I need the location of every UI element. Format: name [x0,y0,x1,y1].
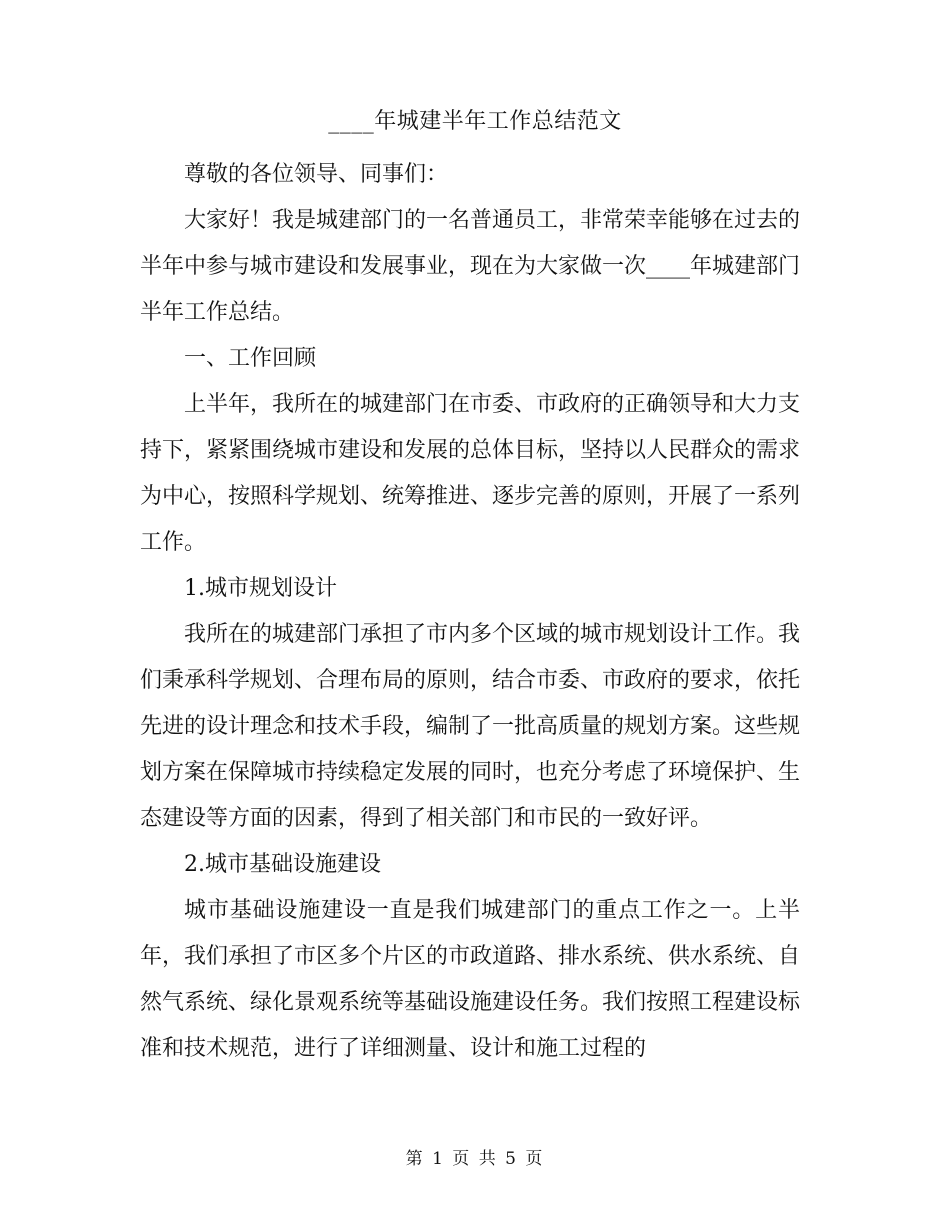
work-review-paragraph: 上半年，我所在的城建部门在市委、市政府的正确领导和大力支持下，紧紧围绕城市建设和发展的总体目标，坚持以人民群众的需求为中心，按照科学规划、统筹推进、逐步完善的原则，开展了一系列工作。 [140,392,801,555]
subheading-infrastructure: 2.城市基础设施建设 [184,852,381,877]
section-heading-work-review: 一、工作回顾 [184,346,317,371]
subheading-urban-planning: 1.城市规划设计 [184,576,337,601]
salutation-paragraph: 尊敬的各位领导、同事们： [184,162,449,187]
document-body [140,152,800,1072]
urban-planning-paragraph: 我所在的城建部门承担了市内多个区域的城市规划设计工作。我们秉承科学规划、合理布局的原则，结合市委、市政府的要求，依托先进的设计理念和技术手段，编制了一批高质量的规划方案。这些规划方案在保障城市持续稳定发展的同时，也充分考虑了环境保护、生态建设等方面的因素，得到了相关部门和市民的一致好评。 [140,622,801,831]
page-number-footer: 第 1 页 共 5 页 [405,1149,545,1169]
infrastructure-paragraph: 城市基础设施建设一直是我们城建部门的重点工作之一。上半年，我们承担了市区多个片区的市政道路、排水系统、供水系统、自然气系统、绿化景观系统等基础设施建设任务。我们按照工程建设标准和技术规范，进行了详细测量、设计和施工过程的 [140,898,801,1061]
intro-paragraph: 大家好！我是城建部门的一名普通员工，非常荣幸能够在过去的半年中参与城市建设和发展事业，现在为大家做一次____年城建部门半年工作总结。 [140,208,801,325]
document-title: ____年城建半年工作总结范文 [328,109,622,134]
